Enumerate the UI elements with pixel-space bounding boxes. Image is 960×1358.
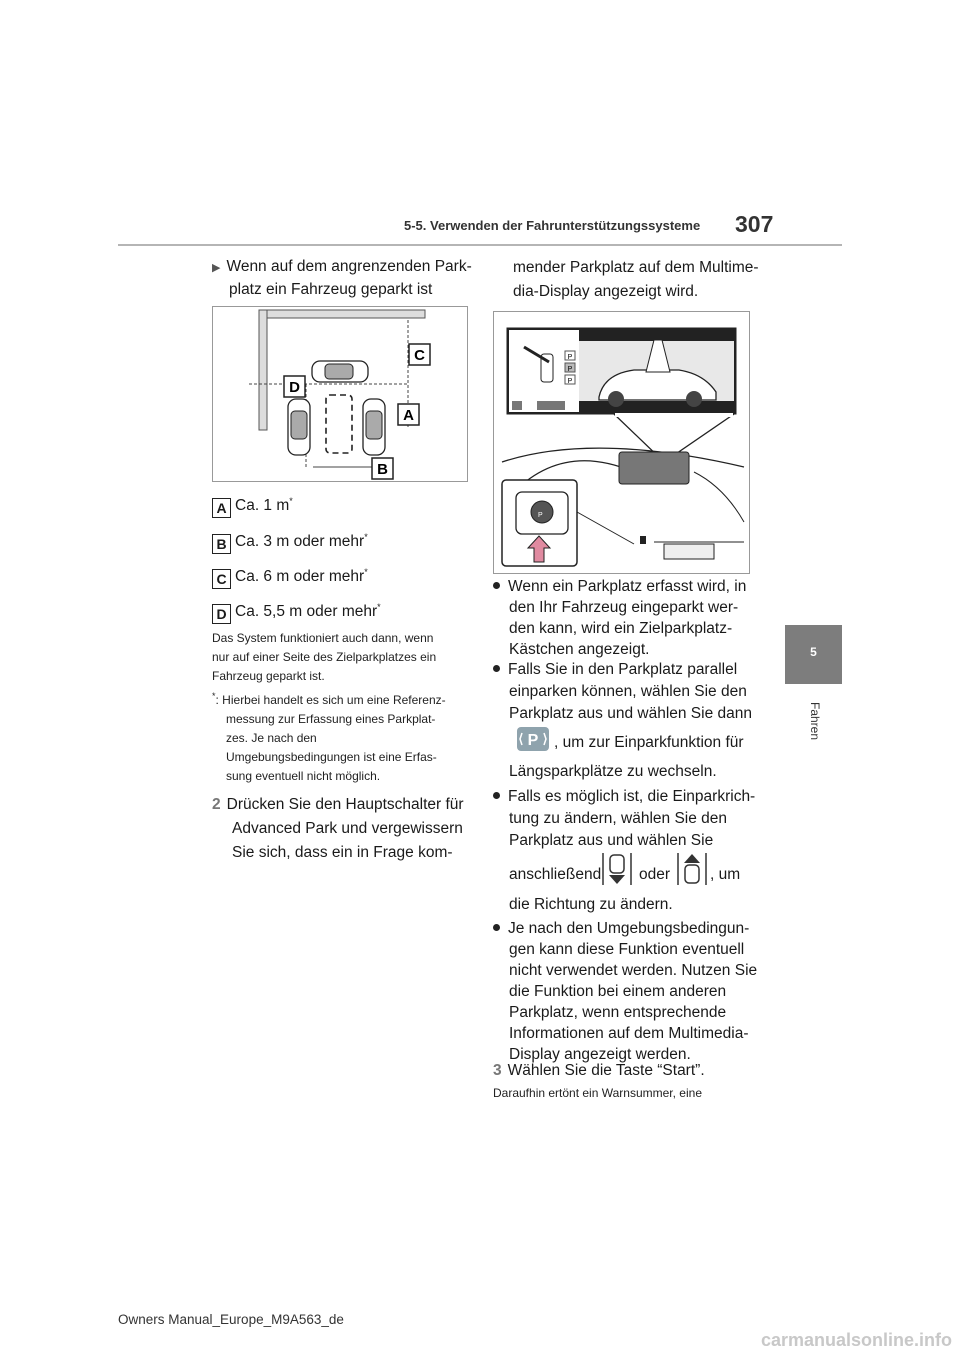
footer-document-id: Owners Manual_Europe_M9A563_de: [118, 1312, 344, 1327]
bullet-dot-icon: [493, 582, 500, 589]
chapter-label: Fahren: [808, 701, 822, 741]
svg-text:P: P: [567, 366, 573, 373]
chapter-number: 5: [810, 645, 817, 659]
step-2-continued: mender Parkplatz auf dem Multime- dia-Display angezeigt wird.: [513, 259, 759, 300]
bullet-conditions: Je nach den Umgebungsbedingun- gen kann diese Funktion eventuell nicht verwendet werden. Nutzen Sie die Funktion bei einem anderen Parkplatz, wenn entsprechende Informationen auf dem Multimedia- Display angezeigt werden.: [493, 918, 757, 1065]
svg-text:C: C: [414, 347, 425, 364]
bullet-direction-post: , um: [710, 866, 741, 883]
section-title: 5-5. Verwenden der Fahrunterstützungssysteme: [404, 218, 701, 233]
svg-text:P: P: [538, 512, 543, 519]
multimedia-display-illustration: [494, 312, 749, 573]
bullet-direction-end: die Richtung zu ändern.: [509, 896, 673, 913]
diagram-label-a: [398, 404, 419, 425]
bullet-target-box: Wenn ein Parkplatz erfasst wird, in den Ihr Fahrzeug eingeparkt wer- den kann, wird ein Zielparkplatz- Kästchen angezeigt.: [493, 576, 746, 660]
diagram-label-b: [372, 458, 393, 479]
legend-item-c: C Ca. 6 m oder mehr*: [212, 562, 368, 589]
legend-item-b: B Ca. 3 m oder mehr*: [212, 527, 368, 554]
header-divider: [118, 244, 842, 246]
svg-text:D: D: [289, 379, 300, 396]
svg-text:B: B: [377, 461, 388, 478]
direction-reverse-icon[interactable]: [676, 851, 708, 892]
bullet-direction-or: oder: [639, 866, 671, 883]
dashboard-illustration: [493, 311, 750, 574]
bullet-dot-icon: [493, 665, 500, 672]
svg-text:P: P: [527, 732, 539, 749]
triangle-bullet-icon: ▶: [212, 262, 221, 274]
bullet-parallel-parking: Falls Sie in den Parkplatz parallel einparken können, wählen Sie den Parkplatz aus und wählen Sie dann: [493, 659, 752, 725]
watermark: carmanualsonline.info: [760, 1330, 952, 1350]
legend-item-a: A Ca. 1 m*: [212, 491, 293, 518]
bullet-direction-pre: anschließend: [509, 866, 602, 883]
page-number: 307: [735, 211, 774, 237]
parking-diagram: [212, 306, 468, 482]
legend-item-d: D Ca. 5,5 m oder mehr*: [212, 597, 381, 624]
bullet-direction: Falls es möglich ist, die Einparkrich- tung zu ändern, wählen Sie den Parkplatz aus und wählen Sie: [493, 786, 755, 852]
car-right-illustration: [363, 399, 385, 455]
diagram-label-d: [284, 376, 305, 397]
parking-layout-illustration: [213, 307, 467, 481]
step-2: 2 Drücken Sie den Hauptschalter für Advanced Park und vergewissern Sie sich, dass ein in Frage kom-: [212, 796, 464, 861]
direction-forward-icon[interactable]: [601, 851, 633, 892]
step-3: 3 Wählen Sie die Taste “Start”.: [493, 1062, 705, 1079]
car-left-illustration: [288, 399, 310, 455]
step-3-note: Daraufhin ertönt ein Warnsummer, eine: [493, 1086, 702, 1100]
footnote: *: Hierbei handelt es sich um eine Referenz- messung zur Erfassung eines Parkplat- zes. Je nach den Umgebungsbedingungen ist eine Erfas- sung eventuell nicht möglich.: [212, 691, 446, 783]
svg-text:A: A: [403, 407, 414, 424]
bullet-parallel-parking-cont: , um zur Einparkfunktion für: [554, 734, 744, 751]
subheading: ▶ Wenn auf dem angrenzenden Park- platz ein Fahrzeug geparkt ist: [212, 258, 472, 298]
bullet-parallel-parking-end: Längsparkplätze zu wechseln.: [509, 763, 717, 780]
car-top-illustration: [312, 361, 368, 382]
svg-text:P: P: [567, 378, 573, 385]
diagram-label-c: [409, 344, 430, 365]
chapter-tab[interactable]: [785, 625, 842, 684]
svg-text:P: P: [567, 354, 573, 361]
bullet-dot-icon: [493, 792, 500, 799]
parallel-parking-icon[interactable]: [516, 726, 550, 757]
bullet-dot-icon: [493, 924, 500, 931]
system-note: Das System funktioniert auch dann, wenn nur auf einer Seite des Zielparkplatzes ein Fahrzeug geparkt ist.: [212, 631, 437, 683]
